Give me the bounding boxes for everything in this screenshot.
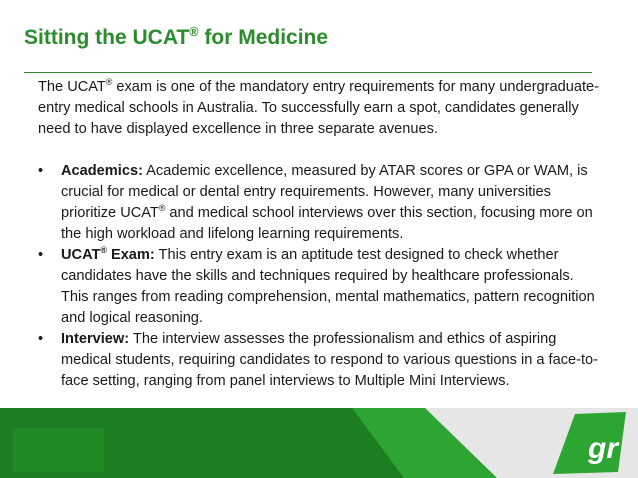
- slide-content: [38, 77, 604, 392]
- requirements-list: [38, 161, 604, 392]
- paragraph-spacer: [38, 140, 604, 161]
- bullet-text-rest: and medical school interviews over this section, focusing more on the high workload and lifelong learning requirements.: [61, 205, 593, 242]
- bullet-text: Academic excellence, measured by ATAR scores or GPA or WAM, is crucial for medical or dental entry requirements. However, many universities prioritize UCAT: [61, 163, 588, 221]
- footer-band: [0, 408, 638, 478]
- intro-paragraph: [38, 77, 604, 140]
- registered-mark: ®: [158, 203, 166, 214]
- list-item-academics: [38, 161, 604, 245]
- registered-mark: ®: [105, 77, 113, 88]
- bullet-icon: •: [38, 331, 44, 347]
- slide-title-rest: for Medicine: [198, 26, 329, 49]
- bullet-title: Interview:: [61, 331, 130, 347]
- bullet-icon: •: [38, 247, 44, 263]
- bullet-icon: •: [38, 163, 44, 179]
- bullet-text: This entry exam is an aptitude test designed to check whether candidates have the skills and techniques required by healthcare professionals. This ranges from reading comprehension, mental mathematics, pattern recognition and logical reasoning.: [61, 247, 595, 326]
- bullet-title: Academics:: [61, 163, 143, 179]
- bullet-title: [61, 247, 155, 263]
- intro-text-rest: exam is one of the mandatory entry requirements for many undergraduate-entry medical schools in Australia. To successfully earn a spot, candidates generally need to have displayed excellence in three separate avenues.: [38, 79, 600, 137]
- slide-title-main: Sitting the UCAT: [24, 26, 190, 49]
- intro-text-start: The UCAT: [38, 79, 106, 95]
- list-item-interview: [38, 329, 604, 392]
- registered-mark: ®: [100, 245, 107, 256]
- footer-accent-box: [13, 428, 104, 472]
- list-item-ucat-exam: [38, 245, 604, 329]
- bullet-title-main: UCAT: [61, 247, 101, 263]
- bullet-title-rest: Exam:: [106, 247, 155, 263]
- bullet-text: The interview assesses the professionalism and ethics of aspiring medical students, requiring candidates to respond to various questions in a face-to-face setting, ranging from panel interviews to Multiple Mini Interviews.: [61, 331, 599, 389]
- title-divider: [24, 72, 592, 73]
- logo-text: gr: [588, 432, 618, 465]
- footer-graphic: [0, 408, 638, 478]
- slide-title: [24, 24, 328, 52]
- registered-mark: ®: [189, 25, 199, 39]
